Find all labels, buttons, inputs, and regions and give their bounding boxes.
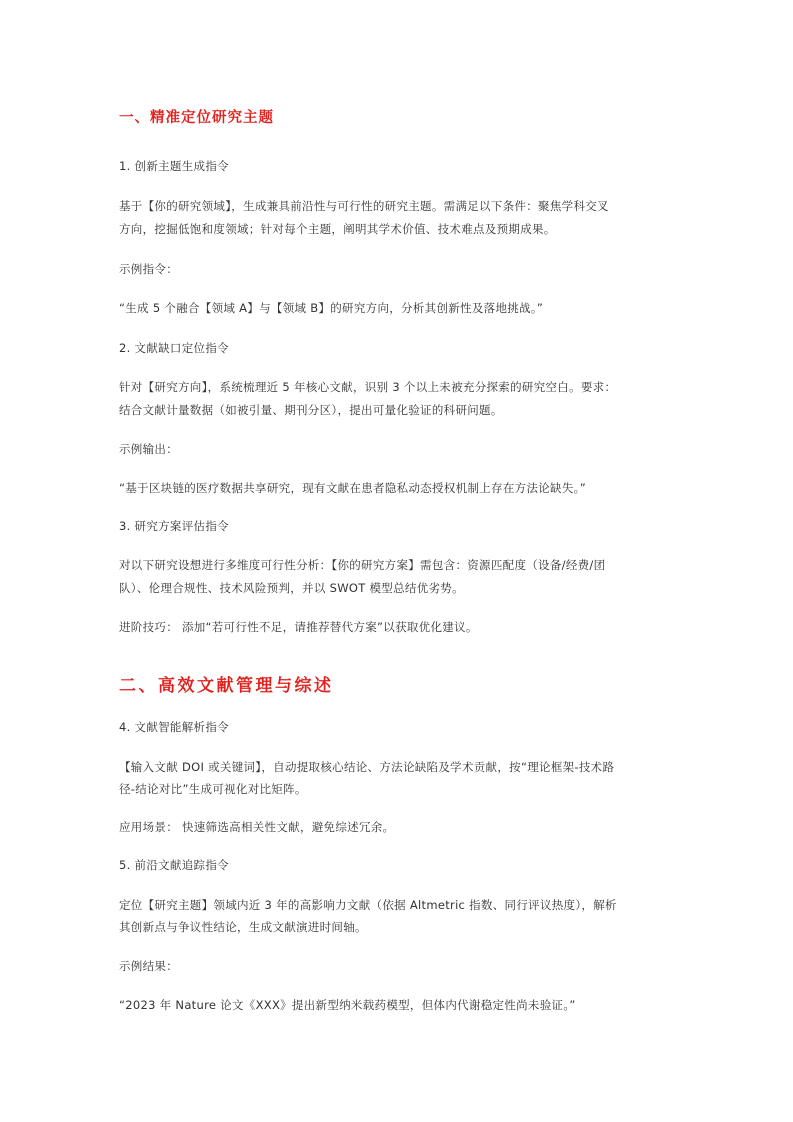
item-2-body-line-1: 针对【研究方向】，系统梳理近 5 年核心文献，识别 3 个以上未被充分探索的研究空白。要求： [119, 380, 617, 394]
item-5-title: 5. 前沿文献追踪指令 [119, 858, 229, 872]
item-4-body-line-2: 径-结论对比”生成可视化对比矩阵。 [119, 782, 307, 796]
item-4-title: 4. 文献智能解析指令 [119, 720, 229, 734]
item-1-example: “生成 5 个融合【领域 A】与【领域 B】的研究方向，分析其创新性及落地挑战。” [119, 301, 544, 315]
item-5-body-line-1: 定位【研究主题】领域内近 3 年的高影响力文献（依据 Altmetric 指数、同行评议热度），解析 [119, 898, 617, 912]
item-1-title: 1. 创新主题生成指令 [119, 159, 229, 173]
item-1-body-line-2: 方向，挖掘低饱和度领域；针对每个主题，阐明其学术价值、技术难点及预期成果。 [119, 222, 556, 236]
item-1-body-line-1: 基于【你的研究领域】，生成兼具前沿性与可行性的研究主题。需满足以下条件：聚焦学科交叉 [119, 199, 609, 213]
item-3-body-line-2: 队）、伦理合规性、技术风险预判，并以 SWOT 模型总结优劣势。 [119, 581, 464, 595]
item-3-title: 3. 研究方案评估指令 [119, 519, 229, 533]
item-3-body-line-1: 对以下研究设想进行多维度可行性分析：【你的研究方案】需包含：资源匹配度（设备/经费/团 [119, 558, 606, 572]
item-3-tip: 进阶技巧： 添加“若可行性不足，请推荐替代方案”以获取优化建议。 [119, 620, 478, 634]
item-5-body-line-2: 其创新点与争议性结论，生成文献演进时间轴。 [119, 920, 367, 934]
item-2-example: “基于区块链的医疗数据共享研究，现有文献在患者隐私动态授权机制上存在方法论缺失。” [119, 481, 586, 495]
item-5-example-label: 示例结果： [119, 959, 178, 973]
item-2-body-line-2: 结合文献计量数据（如被引量、期刊分区），提出可量化验证的科研问题。 [119, 403, 503, 417]
item-2-example-label: 示例输出： [119, 442, 178, 456]
item-2-title: 2. 文献缺口定位指令 [119, 341, 229, 355]
item-1-example-label: 示例指令： [119, 262, 178, 276]
section-2-heading: 二、高效文献管理与综述 [119, 676, 334, 696]
item-5-example: “2023 年 Nature 论文《XXX》提出新型纳米载药模型，但体内代谢稳定性尚未验证。” [119, 998, 576, 1012]
item-4-body-line-1: 【输入文献 DOI 或关键词】，自动提取核心结论、方法论缺陷及学术贡献，按“理论框架-技术路 [119, 760, 615, 774]
section-1-heading: 一、精准定位研究主题 [119, 110, 274, 126]
item-4-scenario: 应用场景： 快速筛选高相关性文献，避免综述冗余。 [119, 820, 395, 834]
